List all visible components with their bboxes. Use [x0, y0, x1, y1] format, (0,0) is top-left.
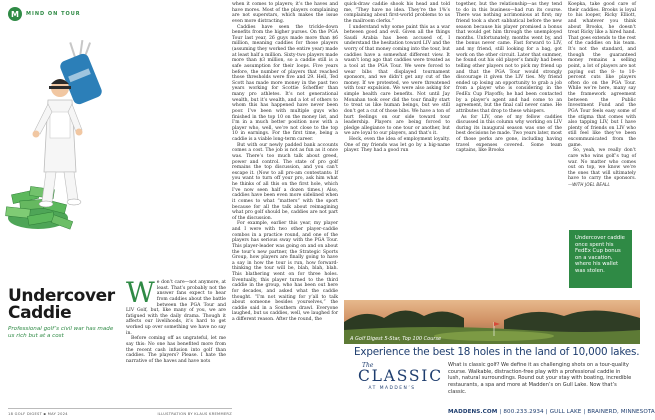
logo-the: The [362, 362, 374, 369]
ad-body-text: What is classic golf? We define it as challenging shots on a tour-quality course. Walkable, distraction-free play with a professional caddie in lush, natural surroundings. Round out your stay with boating, incredible restaurants, a spa and more at Madden’s on Gull Lake. Now that’s classic. [448, 362, 632, 395]
article-column-3 [344, 2, 450, 300]
section-tag [8, 7, 81, 21]
ad-photo-caption: A Golf Digest 5-Star, Top 100 Course [350, 336, 442, 342]
article-dek: Professional golf’s civil war has made us rich but at a cost [8, 326, 114, 339]
article-paragraph: when it comes to players; it’s the haves and have mores. Most of the players complaining are not superstars, which makes the issue even more distracting. [232, 2, 338, 24]
article-paragraph: Koepka, take good care of their caddies. Brooks is loyal to his looper, Ricky Elliott, and whatever you think about Brooks, he doesn’t treat Ricky like a hired hand. That goes extends to the rest of the caddies on his team. It’s not the standard, and though the guaranteed money remains a selling point, a lot of players are not paying out the 8- to 10-percent cuts like players often do on the PGA Tour. While we’re here, many say the framework agreement between the Public Investment Fund and the PGA Tour feels easy some of the stigma that comes with also tapping LIV, but I have plenty of friends on LIV who still feel like they’ve been excommunicated from the game. [568, 2, 636, 148]
illustration-credit: ILLUSTRATION BY KLAUS KREMMERZ [157, 412, 232, 416]
caddie-illustration [0, 22, 119, 276]
ad-location: BRAINERD, MINNESOTA [587, 409, 655, 415]
article-column-5 [568, 2, 636, 224]
ad-headline: Experience the best 18 holes in the land of 10,000 lakes. [354, 346, 640, 358]
article-column-4 [456, 2, 562, 300]
headline-line-2: Caddie [8, 303, 72, 323]
ad-lake: GULL LAKE [549, 409, 582, 415]
paragraph-text: So, yeah, we really don’t care who wins golf’s tug of war. No matter who comes out on top, we know we’re the ones that will ultimately have to carry the sponsors. [568, 148, 636, 182]
article-paragraph: For example, earlier this year, my player and I were with two other player-caddie combos in a practice round, and one of the players has serious sway with the PGA Tour. This player-leader was going on and on about the tour’s new partner, the Strategic Sports Group, how players are finally going to have a say in how the tour is run, how forward-thinking the tour will be, blah, blah, blah. This blathering went on for three holes. Eventually, this player turned to the third caddie in the group, who has been out here for decades, and asked what the caddie thought. “I’m not waiting for y’all to talk about someone besides yourselves,” the caddie said in a Southern drawl. Everyone laughed, but us caddies, well, we laughed for a different reason. After the round, the [232, 221, 338, 322]
article-paragraph: together, but the relationship—as they tend to do in this business—had run its course. There was nothing acrimonious at first; my friend took a short sabbatical before the new season because his player promised a bonus that would get him through the unemployed months. Unfortunately, months went by, and the bonus never came. Fast forward to LIV, and my friend, still looking for a bag, got work on the other circuit. Later that summer, he found out his old player’s family had been telling other players not to pick my friend up and that the PGA Tour would strongly discourage it given the LIV ties. My friend ended up losing an opportunity to grab a job from a player who is considering in the FedEx Cup Playoffs; he had been contacted by a player’s agent and had come to an agreement, but the final call never came. He attributes that drop to these whispers. [456, 2, 562, 114]
maddens-logo [358, 362, 443, 406]
pull-quote: Undercover caddie once spent his FedEx Cup bonus on a vacation, where his wallet was stolen. [569, 230, 632, 288]
article-paragraph: As for LIV, one of my fellow caddies discussed in this column why working on LIV during its inaugural season was one of the best decisions he made. Two years later, most of those perks are gone, including having travel expenses covered. Some team captains, like Brooks [456, 114, 562, 154]
article-paragraph: Heck, even the idea of employment loyalty. One of my friends was let go by a big-name player. They had a good run [344, 137, 450, 154]
folio: 18 GOLF DIGEST ▪ MAY 2024 [8, 412, 68, 416]
article-paragraph: Caddies have seen the trickle-down benefits from the higher purses. On the PGA Tour last year, 26 guys made more than $6 million, meaning caddies for those players (assuming they worked the entire year) made at least half a million. Sixty-two players made more than $3 million, so a caddie still is a safe assumption for their loops. Five years before, the number of players that reached those thresholds were five and 29. Hell, Ted Scott has made more money in the past two years working for Scottie Scheffler than many pro athletes. It’s not generational wealth, but it’s wealth, and a lot of others to whom this has happened have never been poor. I’ve been with multiple guys who finished in the top 10 on the money list, and I’m in a much better position now with a player who, well, we’re not close to the top 10 in earnings. For the first time, being a caddie is a viable long-term career. [232, 24, 338, 142]
ad-phone[interactable]: 800.233.2934 [503, 409, 544, 415]
article-paragraph: But with our newly padded bank accounts comes a cost. The job is not as fun as it once was. There’s too much talk about greed, power and control. The state of pro golf remains the top discussion, and you can’t escape it. (Now to all pro-am contestants: If you want to turn off your pro, ask him what he thinks of all this on the first hole, which I’ve now seen half a dozen times.) Also, caddies have been even more sidelined when it comes to what “matters” with the sport because for all the talk about reimagining what pro golf should be, caddies are not part of the discussion. [232, 142, 338, 221]
maddens-advertisement [344, 300, 655, 420]
drop-cap: W [126, 276, 155, 309]
ad-website-link[interactable]: MADDENS.COM [448, 409, 498, 415]
page-footer [8, 408, 232, 416]
article-column-2 [232, 2, 338, 396]
section-logo-icon: M [8, 7, 22, 21]
headline-line-1: Undercover [8, 286, 115, 306]
paragraph-text: e don’t care—not anymore, at least. That’s probably not the answer fans expect to hear from caddies about the battle between the PGA Tour and LIV Golf, but, like many of you, we are fatigued with the daily drama. Though it affects our livelihoods, it’s hard to get worked up over something we have no say in. [126, 280, 226, 336]
logo-classic: CLASSIC [358, 367, 443, 385]
article-headline [8, 288, 116, 322]
ad-contact-line: MADDENS.COM | 800.233.2934 | GULL LAKE | BRAINERD, MINNESOTA [448, 409, 655, 415]
article-signoff: —WITH JOEL BEALL [568, 182, 610, 187]
article-paragraph: quick-draw caddie shook his head and told me, “They have no idea. They’re the 1%’s complaining about first-world problems to us the mailroom clerks.” [344, 2, 450, 24]
article-paragraph: Before coming off as ungrateful, let me say this: No one has benefited more from the recent cash infusion into golf than caddies. The players? Please. I hate the narrative of the haves and have nots [126, 336, 226, 364]
article-paragraph [568, 148, 636, 188]
article-paragraph: I understand why some paint this as a war between good and evil. Given all the things Saudi Arabia has been accused of, I understand the hesitation toward LIV and the worry of that money coming into the tour, but caddies have a somewhat different view. It wasn’t long ago that caddies were treated as a tool at the PGA Tour. We were forced to wear bibs that displayed tournament sponsors, and we didn’t get any cut of the money. If we protested, we were threatened with tour expulsion. We were also asking for simple health care benefits. Not until Jay Monahan took over did the tour finally start to treat us like human beings, but we still don’t get a cut of those bibs. We have a ton of hurt feelings on our side toward tour leadership. Players are being forced to pledge allegiance to one tour or another, but we are loyal to our players, and that’s it. [344, 24, 450, 137]
section-label: MIND ON TOUR [26, 11, 81, 17]
logo-at-maddens: AT MADDEN’S [368, 386, 416, 391]
article-paragraph [126, 276, 226, 336]
article-column-1 [126, 276, 226, 396]
